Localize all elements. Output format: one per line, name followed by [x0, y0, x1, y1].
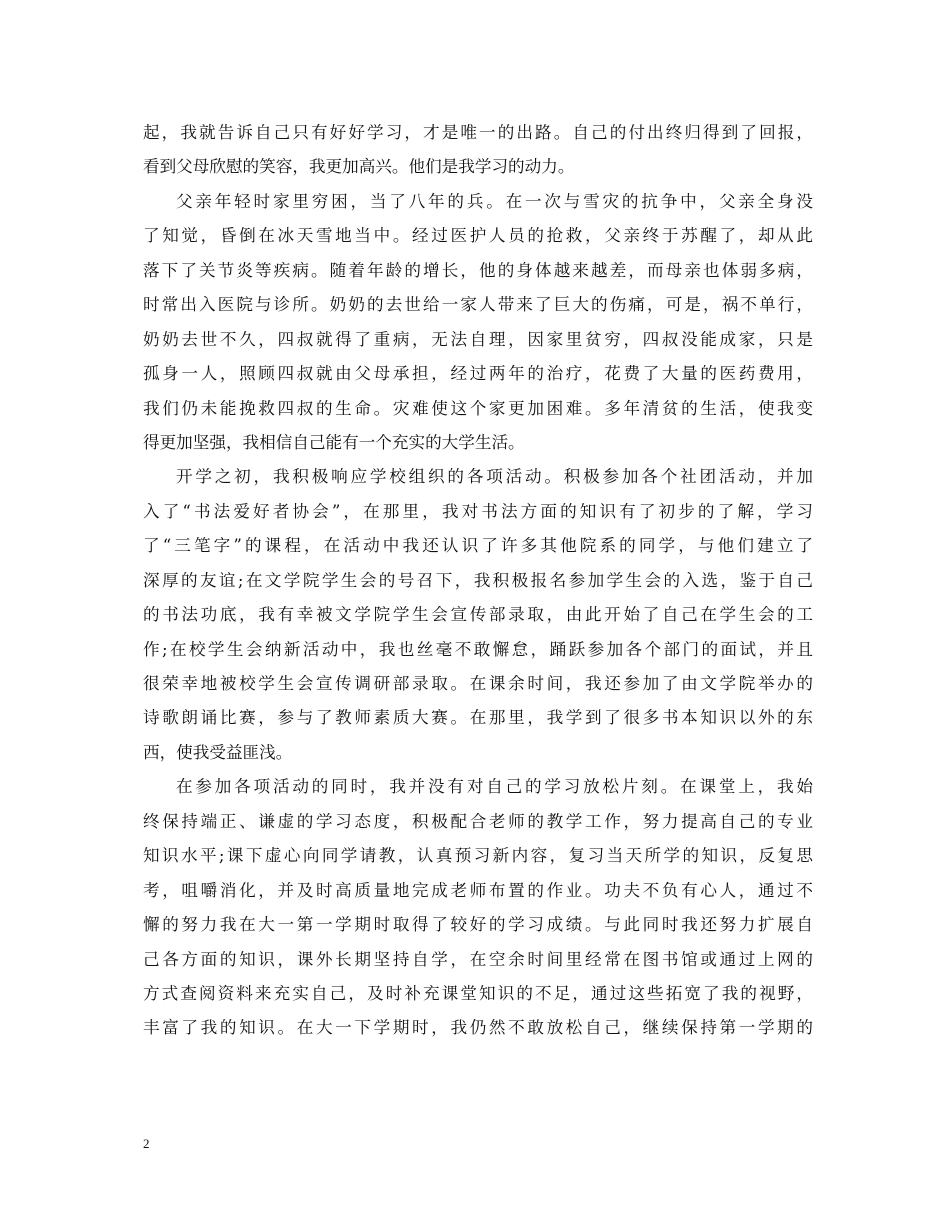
text-line: 方式查阅资料来充实自己，及时补充课堂知识的不足，通过这些拓宽了我的视野，	[143, 983, 813, 1003]
text-line: 懈的努力我在大一第一学期时取得了较好的学习成绩。与此同时我还努力扩展自	[143, 915, 813, 935]
text-line: 作;在校学生会纳新活动中，我也丝毫不敢懈怠，踊跃参加各个部门的面试，并且	[143, 639, 813, 659]
text-line: 终保持端正、谦虚的学习态度，积极配合老师的教学工作，努力提高自己的专业	[143, 811, 813, 831]
page-number: 2	[143, 1136, 150, 1151]
body-text	[143, 116, 813, 1046]
text-line: 时常出入医院与诊所。奶奶的去世给一家人带来了巨大的伤痛，可是，祸不单行，	[143, 295, 813, 315]
text-line: 丰富了我的知识。在大一下学期时，我仍然不敢放松自己，继续保持第一学期的	[143, 1018, 813, 1038]
paragraph-first-line: 父亲年轻时家里穷困，当了八年的兵。在一次与雪灾的抗争中，父亲全身没	[176, 191, 813, 211]
text-line: 知识水平;课下虚心向同学请教，认真预习新内容，复习当天所学的知识，反复思	[143, 846, 813, 866]
text-line: 奶奶去世不久，四叔就得了重病，无法自理，因家里贫穷，四叔没能成家，只是	[143, 329, 813, 349]
text-line: 落下了关节炎等疾病。随着年龄的增长，他的身体越来越差，而母亲也体弱多病，	[143, 260, 813, 280]
text-line: 孤身一人，照顾四叔就由父母承担，经过两年的治疗，花费了大量的医药费用，	[143, 364, 813, 384]
text-line: 得更加坚强，我相信自己能有一个充实的大学生活。	[143, 432, 525, 452]
text-line: 己各方面的知识，课外长期坚持自学，在空余时间里经常在图书馆或通过上网的	[143, 949, 813, 969]
text-line: 了“三笔字”的课程，在活动中我还认识了许多其他院系的同学，与他们建立了	[143, 536, 813, 556]
text-line: 诗歌朗诵比赛，参与了教师素质大赛。在那里，我学到了很多书本知识以外的东	[143, 708, 813, 728]
text-line: 了知觉，昏倒在冰天雪地当中。经过医护人员的抢救，父亲终于苏醒了，却从此	[143, 226, 813, 246]
paragraph-first-line: 在参加各项活动的同时，我并没有对自己的学习放松片刻。在课堂上，我始	[176, 777, 813, 797]
text-line: 考，咀嚼消化，并及时高质量地完成老师布置的作业。功夫不负有心人，通过不	[143, 880, 813, 900]
text-line: 看到父母欣慰的笑容，我更加高兴。他们是我学习的动力。	[143, 157, 575, 177]
text-line: 深厚的友谊;在文学院学生会的号召下，我积极报名参加学生会的入选，鉴于自己	[143, 570, 813, 590]
text-line: 的书法功底，我有幸被文学院学生会宣传部录取，由此开始了自己在学生会的工	[143, 605, 813, 625]
text-line: 很荣幸地被校学生会宣传调研部录取。在课余时间，我还参加了由文学院举办的	[143, 674, 813, 693]
paragraph-first-line: 开学之初，我积极响应学校组织的各项活动。积极参加各个社团活动，并加	[176, 467, 813, 487]
text-line: 入了“书法爱好者协会”，在那里，我对书法方面的知识有了初步的了解，学习	[143, 501, 813, 521]
text-line: 西，使我受益匪浅。	[143, 742, 293, 762]
text-line: 我们仍未能挽救四叔的生命。灾难使这个家更加困难。多年清贫的生活，使我变	[143, 398, 813, 418]
text-line: 起，我就告诉自己只有好好学习，才是唯一的出路。自己的付出终归得到了回报，	[143, 123, 813, 142]
